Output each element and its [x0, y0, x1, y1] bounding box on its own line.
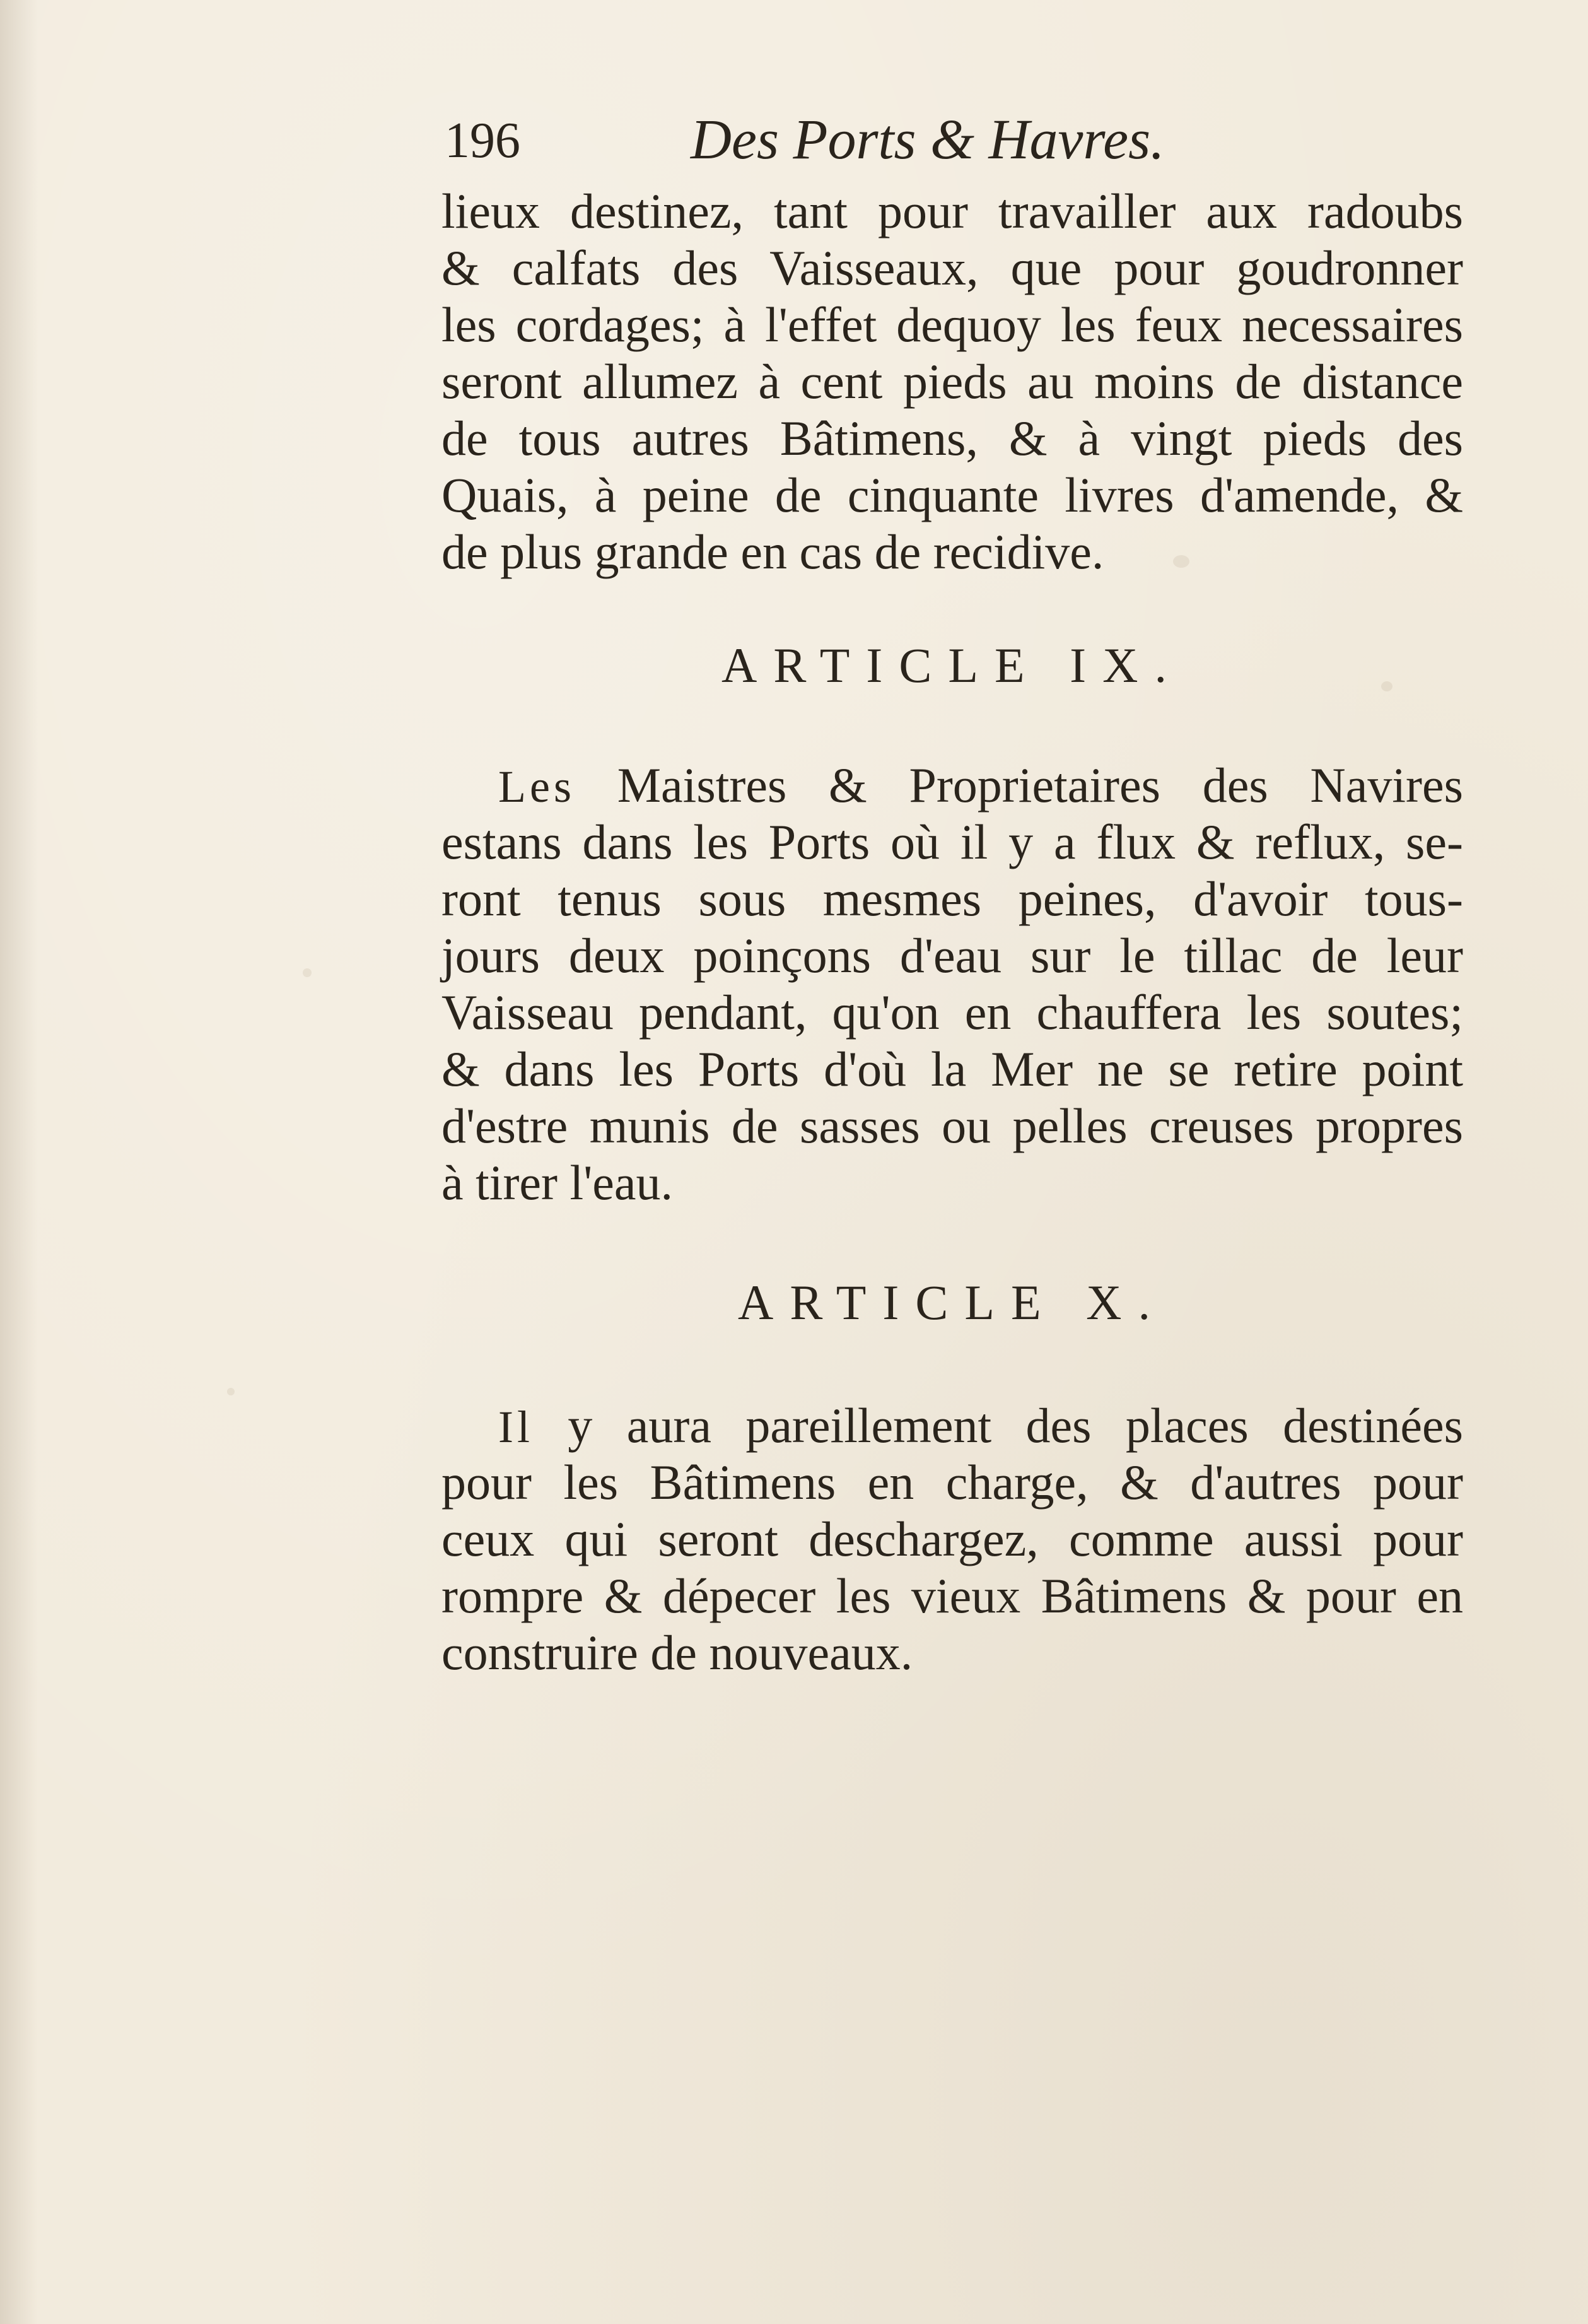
text-line: [441, 757, 1463, 815]
running-head: [445, 107, 1428, 177]
foxing-spot: [303, 968, 312, 977]
text-line: les cordages; à l'effet dequoy les feux necessaires: [441, 297, 1463, 352]
page-number: 196: [445, 113, 520, 168]
line-text: Maistres & Proprietaires des Navires: [617, 758, 1463, 813]
text-line: d'estre munis de sasses ou pelles creuses propres: [441, 1098, 1463, 1153]
lead-word: Les: [498, 761, 575, 812]
text-line: pour les Bâtimens en charge, & d'autres pour: [441, 1455, 1463, 1510]
text-line: Quais, à peine de cinquante livres d'amende, &: [441, 467, 1463, 522]
article-heading: ARTICLE X.: [738, 1275, 1167, 1330]
spine-shadow: [0, 0, 38, 2324]
text-line: à tirer l'eau.: [441, 1155, 673, 1210]
text-line: seront allumez à cent pieds au moins de distance: [441, 354, 1463, 409]
text-line: construire de nouveaux.: [441, 1625, 913, 1680]
foxing-spot: [227, 1388, 235, 1395]
text-line: [441, 1397, 1463, 1455]
text-line: & dans les Ports d'où la Mer ne se retire point: [441, 1042, 1463, 1096]
text-line: lieux destinez, tant pour travailler aux radoubs: [441, 184, 1463, 238]
text-line: de plus grande en cas de recidive.: [441, 524, 1104, 579]
line-text: y aura pareillement des places destinées: [568, 1398, 1464, 1453]
text-line: estans dans les Ports où il y a flux & reflux, se-: [441, 814, 1463, 869]
lead-word: Il: [498, 1402, 534, 1452]
article-heading: ARTICLE IX.: [721, 638, 1183, 693]
text-line: de tous autres Bâtimens, & à vingt pieds des: [441, 411, 1463, 466]
text-line: ront tenus sous mesmes peines, d'avoir tous-: [441, 871, 1463, 926]
text-line: & calfats des Vaisseaux, que pour goudronner: [441, 240, 1463, 295]
text-line: ceux qui seront deschargez, comme aussi pour: [441, 1511, 1463, 1566]
text-line: jours deux poinçons d'eau sur le tillac de leur: [441, 928, 1463, 983]
running-title: Des Ports & Havres.: [691, 109, 1165, 171]
text-line: rompre & dépecer les vieux Bâtimens & pour en: [441, 1568, 1463, 1623]
text-line: Vaisseau pendant, qu'on en chauffera les soutes;: [441, 985, 1463, 1040]
